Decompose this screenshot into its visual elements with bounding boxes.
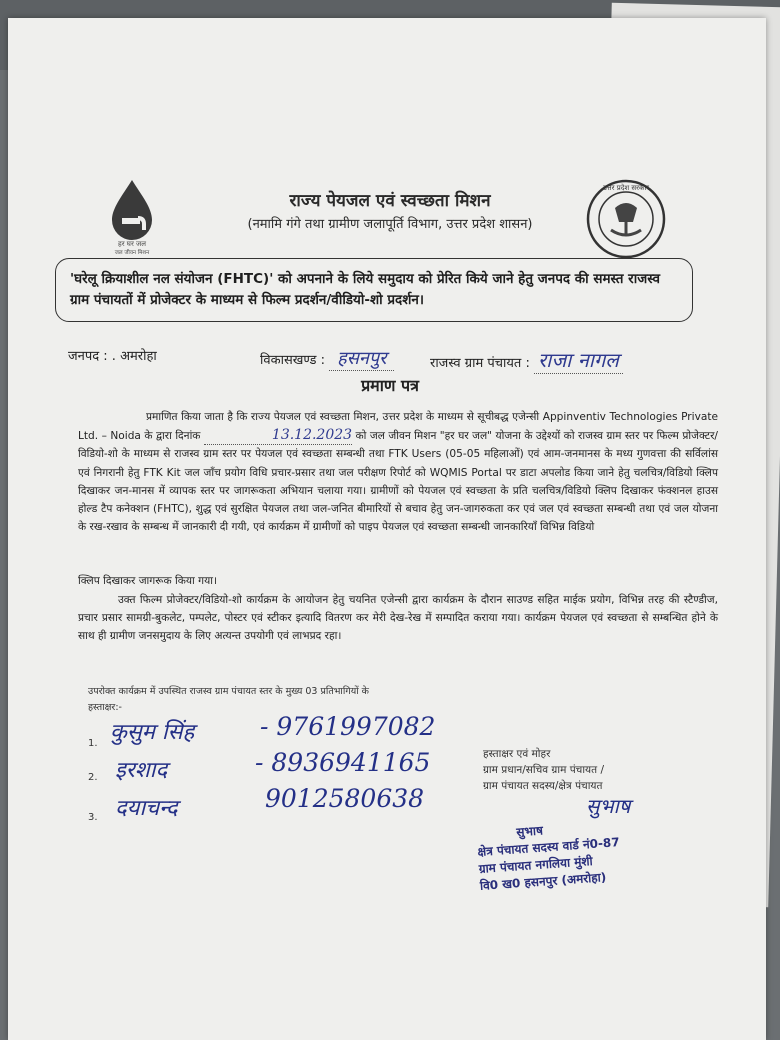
stamp-line-4: वि0 ख0 हसनपुर (अमरोहा) xyxy=(479,870,607,893)
participants-intro-sign: हस्ताक्षर:- xyxy=(88,702,122,713)
stamp-line-1: सुभाष xyxy=(515,823,544,840)
stamp-line-2: क्षेत्र पंचायत सदस्य वार्ड नं0-87 xyxy=(477,835,621,859)
official-stamp xyxy=(476,813,680,895)
para1-body: को जल जीवन मिशन "हर घर जल" योजना के उद्देश्यों को राजस्व ग्राम स्तर पर फिल्म प्रोजेक्टर/विडियो-शो के माध्यम से राजस्व ग्राम स्तर पर पेयजल एवं स्वच्छता सम्बन्धी तथा FTK Users (05-05 महिलाओं) एवं आम-जनमानस के मध्य गुणवत्ता की सर्विलांस एवं निगरानी हेतु FTK Kit जल जाँच प्रयोग विधि प्रचार-प्रसार तथा जल परीक्षण रिपोर्ट को WQMIS Portal पर डाटा अपलोड किया जाने हेतु चलचित्र/विडियो क्लिप दिखाकर जन-मानस में व्यापक स्तर पर जागरूकता अभियान चलाया गया। ग्रामीणों को पेयजल एवं स्वच्छता के प्रति चलचित्र/विडियो क्लिप दिखाकर फंक्शनल हाउस होल्ड टैप कनेक्शन (FHTC), शुद्ध एवं सुरक्षित पेयजल तथा जल-जनित बीमारियों से बचाव हेतु जन-जागरुकता कर एवं जल एवं स्वच्छता सम्बन्धी तथा एवं जल योजना के रख-रखाव के सम्बन्ध में जानकारी दी गयी, एवं कार्यक्रम में ग्रामीणों को पाइप पेयजल एवं स्वच्छता सम्बन्धी जानकारियाँ विभिन्न विडियो xyxy=(78,430,718,534)
mission-title: राज्य पेयजल एवं स्वच्छता मिशन xyxy=(289,191,491,211)
para1-intro: प्रमाणित किया जाता है कि राज्य पेयजल एवं स्वच्छता मिशन, उत्तर प्रदेश के माध्यम से सूचीबद्ध एजेन्सी Appinventiv Technologies Private Ltd. – Noida के द्वारा दिनांक xyxy=(78,411,718,443)
certificate-paragraph-1 xyxy=(78,408,718,536)
participants-intro: उपरोक्त कार्यक्रम में उपस्थित राजस्व ग्राम पंचायत स्तर के मुख्य 03 प्रतिभागियों के xyxy=(88,686,369,697)
village-label: राजस्व ग्राम पंचायत : xyxy=(430,356,530,371)
signatory-label-2: ग्राम प्रधान/सचिव ग्राम पंचायत / xyxy=(483,764,604,776)
svg-text:उत्तर प्रदेश सरकार: उत्तर प्रदेश सरकार xyxy=(602,184,650,192)
participant-1-name: कुसुम सिंह xyxy=(110,720,195,745)
participant-2-num: 2. xyxy=(88,772,98,783)
participant-2-name: इरशाद xyxy=(115,758,168,783)
svg-text:हर घर जल: हर घर जल xyxy=(118,240,146,248)
block-value: हसनपुर xyxy=(329,346,394,371)
block-label: विकासखण्ड : xyxy=(260,353,326,368)
district-label: जनपद : . xyxy=(68,349,116,364)
svg-text:जल जीवन मिशन: जल जीवन मिशन xyxy=(114,250,150,256)
subject-box: 'घरेलू क्रियाशील नल संयोजन (FHTC)' को अपनाने के लिये समुदाय को प्रेरित किये जाने हेतु जनपद की समस्त राजस्व ग्राम पंचायतों में प्रोजेक्टर के माध्यम से फिल्म प्रदर्शन/वीडियो-शो प्रदर्शन। xyxy=(55,258,693,322)
block-field xyxy=(260,346,394,371)
village-field xyxy=(430,346,623,374)
participant-2-phone: - 8936941165 xyxy=(255,748,431,777)
signatory-signature: सुभाष xyxy=(586,794,631,818)
para1-closing: क्लिप दिखाकर जागरूक किया गया। xyxy=(78,575,218,587)
participant-3-name: दयाचन्द xyxy=(115,796,178,821)
district-value: अमरोहा xyxy=(120,349,157,364)
certificate-paragraph-2: उक्त फिल्म प्रोजेक्टर/विडियो-शो कार्यक्रम के आयोजन हेतु चयनित एजेन्सी द्वारा कार्यक्रम के दौरान साउण्ड सहित माईक प्रयोग, विभिन्न तरह की स्टैण्डीज, प्रचार प्रसार सामग्री-बुकलेट, पम्पलेट, पोस्टर एवं स्टीकर इत्यादि वितरण कर मेरी देख-रेख में सम्पादित कराया गया। कार्यक्रम पेयजल एवं स्वच्छता से सम्बन्धित होने के साथ ही ग्रामीण जनसमुदाय के लिए अत्यन्त उपयोगी एवं लाभप्रद रहा। xyxy=(78,594,718,643)
participant-1-num: 1. xyxy=(88,738,98,749)
village-value: राजा नागल xyxy=(534,346,623,374)
stamp-line-3: ग्राम पंचायत नगलिया मुंशी xyxy=(478,854,594,876)
event-date: 13.12.2023 xyxy=(204,426,352,445)
signatory-label-1: हस्ताक्षर एवं मोहर xyxy=(483,748,551,760)
participant-3-phone: 9012580638 xyxy=(265,784,425,813)
district-field xyxy=(68,346,157,364)
participant-1-phone: - 9761997082 xyxy=(260,712,436,741)
mission-subtitle: (नमामि गंगे तथा ग्रामीण जलापूर्ति विभाग, उत्तर प्रदेश शासन) xyxy=(247,217,533,232)
certificate-heading: प्रमाण पत्र xyxy=(361,376,419,395)
signatory-label-3: ग्राम पंचायत सदस्य/क्षेत्र पंचायत xyxy=(483,780,603,792)
participant-3-num: 3. xyxy=(88,812,98,823)
